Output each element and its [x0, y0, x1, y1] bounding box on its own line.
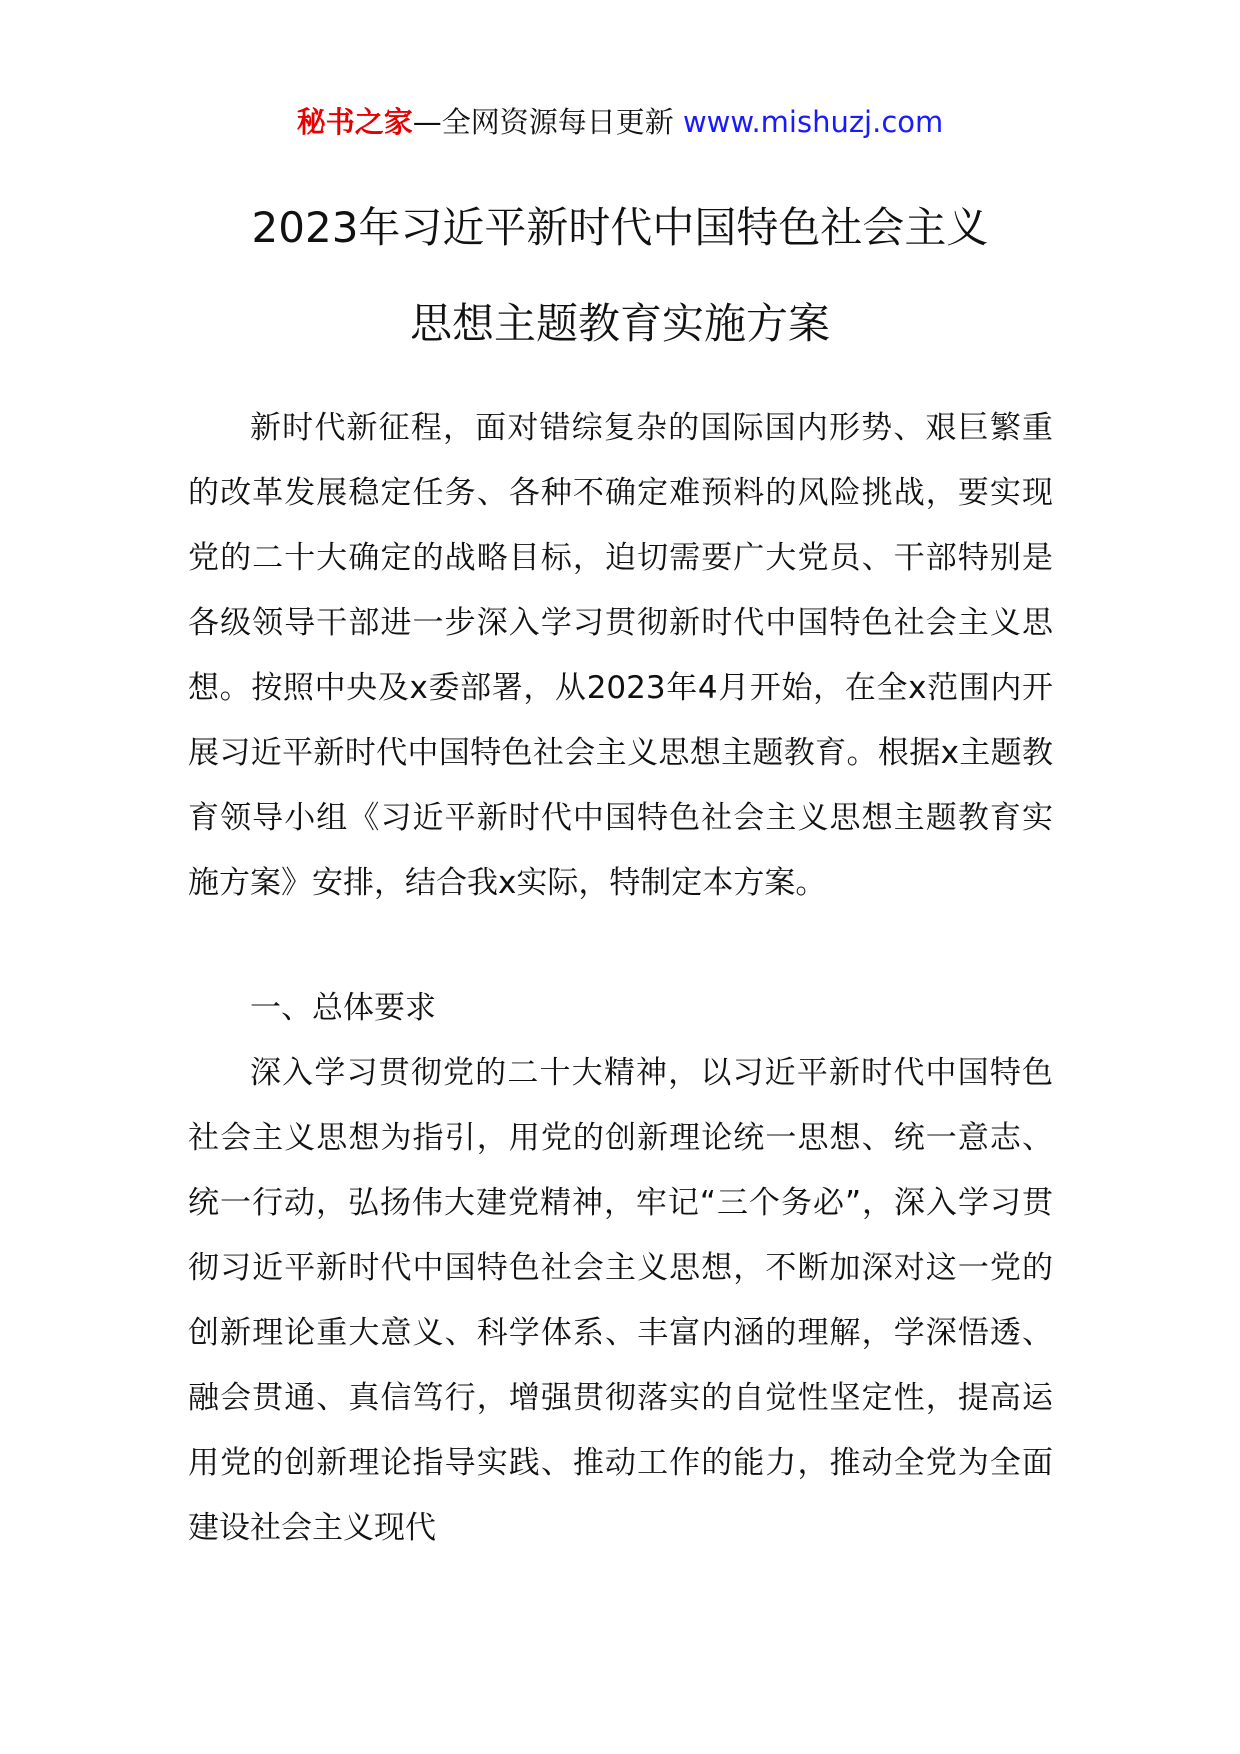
- website-link[interactable]: www.mishuzj.com: [682, 105, 944, 139]
- brand-name: 秘书之家: [296, 105, 413, 139]
- body-paragraph: 深入学习贯彻党的二十大精神，以习近平新时代中国特色社会主义思想为指引，用党的创新理论统一思想、统一意志、统一行动，弘扬伟大建党精神，牢记“三个务必”，深入学习贯彻习近平新时代中国特色社会主义思想，不断加深对这一党的创新理论重大意义、科学体系、丰富内涵的理解，学深悟透、融会贯通、真信笃行，增强贯彻落实的自觉性坚定性，提高运用党的创新理论指导实践、推动工作的能力，推动全党为全面建设社会主义现代: [188, 1055, 1053, 1546]
- document-title-line-1: 2023年习近平新时代中国特色社会主义: [251, 203, 989, 252]
- document-title-line-2: 思想主题教育实施方案: [409, 299, 830, 348]
- intro-paragraph: 新时代新征程，面对错综复杂的国际国内形势、艰巨繁重的改革发展稳定任务、各种不确定难预料的风险挑战，要实现党的二十大确定的战略目标，迫切需要广大党员、干部特别是各级领导干部进一步深入学习贯彻新时代中国特色社会主义思想。按照中央及x委部署，从2023年4月开始，在全x范围内开展习近平新时代中国特色社会主义思想主题教育。根据x主题教育领导小组《习近平新时代中国特色社会主义思想主题教育实施方案》安排，结合我x实际，特制定本方案。: [188, 410, 1053, 901]
- section-heading: 一、总体要求: [250, 990, 436, 1026]
- header-slogan: —全网资源每日更新: [412, 105, 674, 139]
- page-header: [0, 102, 1240, 142]
